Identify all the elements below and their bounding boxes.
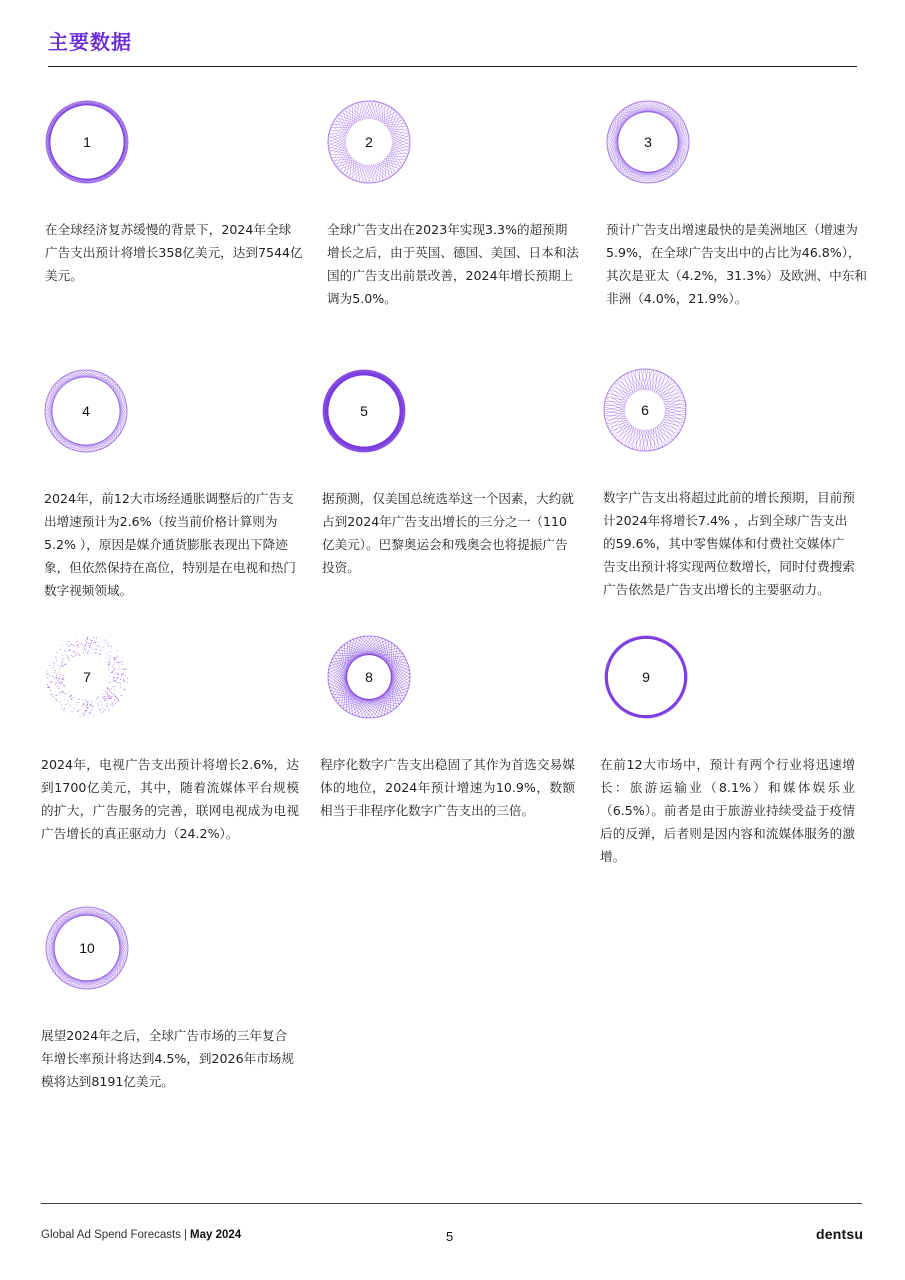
key-point-text: 程序化数字广告支出稳固了其作为首选交易媒体的地位，2024年预计增速为10.9%，数额相当于非程序化数字广告支出的三倍。: [320, 757, 575, 818]
key-point-text: 展望2024年之后，全球广告市场的三年复合年增长率预计将达到4.5%，到2026年市场规模将达到8191亿美元。: [41, 1028, 294, 1089]
key-point-text: 2024年，前12大市场经通胀调整后的广告支出增速预计为2.6%（按当前价格计算则为5.2% ），原因是媒介通货膨胀表现出下降迹象，但依然保持在高位，特别是在电视和热门数字视频领域。: [44, 491, 296, 598]
footer-separator: |: [184, 1229, 187, 1241]
ring-icon: [45, 906, 129, 990]
key-point-1: [45, 100, 303, 287]
title-divider: [48, 66, 857, 67]
key-point-text: 据预测，仅美国总统选举这一个因素，大约就占到2024年广告支出增长的三分之一（110亿美元）。巴黎奥运会和残奥会也将提振广告投资。: [322, 491, 574, 575]
key-point-text: 在全球经济复苏缓慢的背景下，2024年全球广告支出预计将增长358亿美元，达到7544亿美元。: [45, 222, 303, 283]
key-point-text: 2024年，电视广告支出预计将增长2.6%，达到1700亿美元，其中，随着流媒体平台规模的扩大，广告服务的完善，联网电视成为电视广告增长的真正驱动力（24.2%）。: [41, 757, 299, 841]
report-name: Global Ad Spend Forecasts: [41, 1229, 181, 1241]
key-point-number: 10: [79, 940, 95, 956]
ring-icon: [45, 635, 129, 719]
ring-icon: [44, 369, 128, 453]
ring-icon: [606, 100, 690, 184]
ring-icon: [45, 100, 129, 184]
key-point-6: [603, 368, 856, 601]
key-point-number: 6: [641, 402, 649, 418]
key-point-10: [41, 906, 297, 1093]
key-point-number: 3: [644, 134, 652, 150]
key-point-text: 在前12大市场中，预计有两个行业将迅速增长：旅游运输业（8.1%）和媒体娱乐业（6.5%）。前者是由于旅游业持续受益于疫情后的反弹，后者则是因内容和流媒体服务的激增。: [600, 757, 855, 864]
page-title: 主要数据: [48, 30, 132, 54]
key-point-number: 5: [360, 403, 368, 419]
footer-divider: [41, 1203, 862, 1204]
key-point-3: [606, 100, 868, 310]
key-point-text: 全球广告支出在2023年实现3.3%的超预期增长之后，由于英国、德国、美国、日本和法国的广告支出前景改善，2024年增长预期上调为5.0%。: [327, 222, 579, 306]
key-point-text: 预计广告支出增速最快的是美洲地区（增速为5.9%，在全球广告支出中的占比为46.8%），其次是亚太（4.2%，31.3%）及欧洲、中东和非洲（4.0%，21.9%）。: [606, 222, 867, 306]
key-point-2: [327, 100, 579, 310]
key-point-number: 2: [365, 134, 373, 150]
ring-icon: [604, 635, 688, 719]
page-number: 5: [446, 1229, 454, 1244]
key-point-9: [600, 635, 855, 868]
ring-icon: [327, 100, 411, 184]
key-point-text: 数字广告支出将超过此前的增长预期，目前预计2024年将增长7.4% ，占到全球广告支出的59.6%，其中零售媒体和付费社交媒体广告支出预计将实现两位数增长，同时付费搜索广告依然是广告支出增长的主要驱动力。: [603, 490, 855, 597]
brand-logo: dentsu: [816, 1226, 864, 1242]
key-point-number: 4: [82, 403, 90, 419]
key-point-4: [44, 369, 300, 602]
key-point-number: 1: [83, 134, 91, 150]
ring-icon: [322, 369, 406, 453]
report-date: May 2024: [190, 1229, 242, 1241]
key-point-number: 7: [83, 669, 91, 685]
footer-report-info: [41, 1229, 241, 1241]
ring-icon: [327, 635, 411, 719]
key-point-number: 8: [365, 669, 373, 685]
key-point-8: [320, 635, 575, 822]
ring-icon: [603, 368, 687, 452]
key-point-5: [322, 369, 578, 579]
key-point-7: [41, 635, 299, 845]
key-point-number: 9: [642, 669, 650, 685]
